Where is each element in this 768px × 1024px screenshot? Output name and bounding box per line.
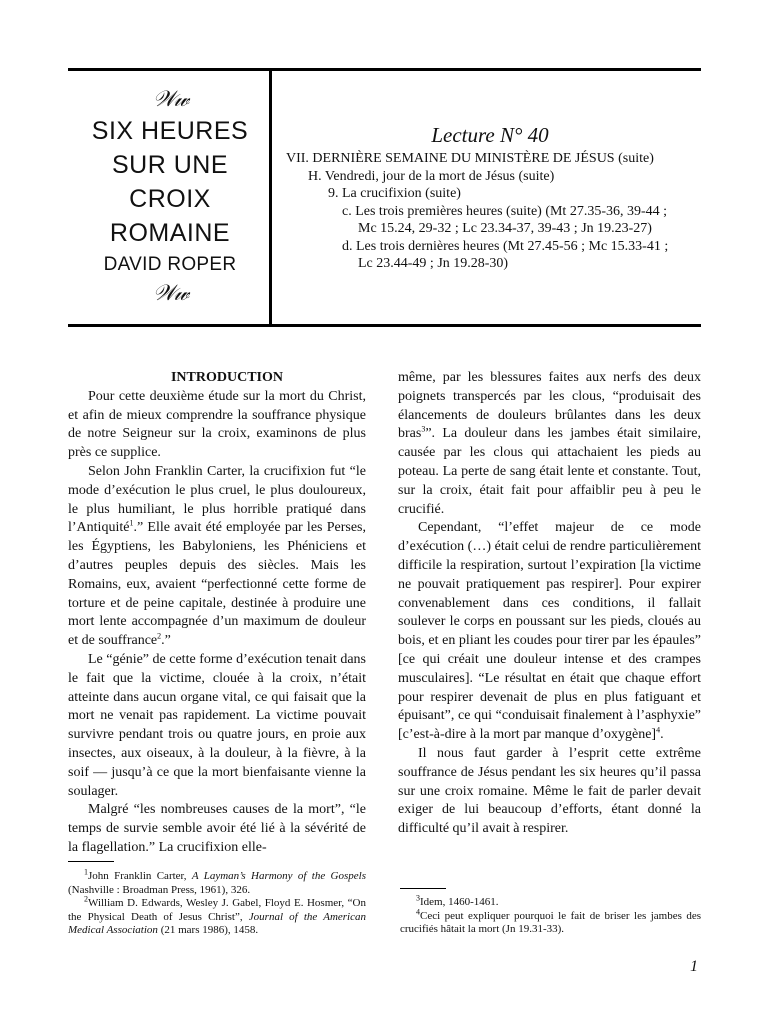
footnote: $^3$Idem, 1460-1461. (416, 893, 499, 908)
footnote-ref: 2 (157, 631, 162, 641)
outline-line: 9. La crucifixion (suite) (328, 186, 461, 201)
lecture-outline (280, 122, 700, 273)
paragraph: Pour cette deuxième étude sur la mort du Christ, et afin de mieux comprendre la souffrance physique de notre Seigneur sur la croix, examinons de plus près ce supplice. (68, 388, 366, 461)
author-name: DAVID ROPER (103, 254, 237, 275)
outline-line: d. Les trois dernières heures (Mt 27.45-56 ; Mc 15.33-41 ; (342, 238, 669, 254)
header-vertical-rule (269, 68, 272, 327)
body-column-right (398, 369, 701, 839)
section-heading: INTRODUCTION (170, 370, 283, 385)
outline-line: VII. DERNIÈRE SEMAINE DU MINISTÈRE DE JÉSUS (suite) (286, 151, 654, 166)
footnotes-left (68, 867, 366, 938)
footnote: $^4$Ceci peut expliquer pourquoi le fait de briser les jambes des crucifiés hâtait la mort (Jn 19.31-33). (400, 906, 701, 935)
title-line-2: SUR UNE (111, 151, 228, 179)
paragraph: Malgré “les nombreuses causes de la mort”, “le temps de survie semble avoir été lié à la sévérité de la flagellation.” La crucifixion elle- (68, 802, 366, 855)
ornament-top-icon: 𝒲𝓌 (152, 86, 188, 111)
page-number: 1 (690, 958, 698, 975)
header-top-rule (68, 68, 701, 71)
paragraph: Le “génie” de cette forme d’exécution tenait dans le fait que la victime, clouée à la croix, n’était atteinte dans aucun organe vital, ce qui faisait que la mort ne venait pas rapidement. La victime pouvait survivre pendant trois ou quatre jours, en proie aux insectes, aux oiseaux, à la douleur, à la fièvre, à la soif — jusqu’à ce que la mort bienfaisante vienne la soulager. (68, 651, 366, 799)
paragraph: même, par les blessures faites aux nerfs des deux poignets transpercés par les clous, “produisait des élancements de douleurs brûlantes dans les deux bras$^3$”. La douleur dans les jambes était similaire, causée par les clous qui attachaient les pieds au poteau. La perte de sang était lente et constante. Tout, sur la croix, était fait pour affaiblir peu à peu le crucifié. (398, 370, 701, 517)
footnote-ref: 3 (421, 424, 426, 434)
footnote-ref: 4 (656, 725, 661, 735)
outline-line: Mc 15.24, 29-32 ; Lc 23.34-37, 39-43 ; Jn 19.23-27) (358, 221, 652, 236)
ornament-bottom-icon: 𝒲𝓌 (152, 280, 188, 305)
header-bottom-rule (68, 324, 701, 327)
footnote: $^2$William D. Edwards, Wesley J. Gabel, Floyd E. Hosmer, “On the Physical Death of Jesus Christ”, Journal of the American Medical Association (21 mars 1986), 1458. (68, 894, 366, 936)
paragraph: Selon John Franklin Carter, la crucifixion fut “le mode d’exécution le plus cruel, le plus douloureux, le plus humiliant, le plus horrible pratiqué dans l’Antiquité$^1$.” Elle avait été employée par les Perses, les Égyptiens, les Babyloniens, les Phéniciens et d’autres peuples depuis des siècles. Mais les Romains, eux, avaient “perfectionné cette forme de torture et de peine capitale, destinée à produire une mort lente accompagnée d’un maximum de douleur et de souffrance$^2$.” (68, 463, 366, 649)
body-column-left (68, 369, 366, 858)
title-block (72, 88, 268, 304)
outline-line: c. Les trois premières heures (suite) (Mt 27.35-36, 39-44 ; (342, 203, 668, 219)
footnote: $^1$John Franklin Carter, A Layman’s Harmony of the Gospels (Nashville : Broadman Press, 1961), 326. (68, 867, 366, 896)
footnote-rule (400, 888, 446, 889)
paragraph: Il nous faut garder à l’esprit cette extrême souffrance de Jésus pendant les six heures qu’il passa sur une croix romaine. Même le fait de parler devait exiger de lui beaucoup d’efforts, étant donné la difficulté qu’il avait à respirer. (398, 745, 701, 837)
outline-line: Lc 23.44-49 ; Jn 19.28-30) (358, 256, 509, 271)
paragraph: Cependant, “l’effet majeur de ce mode d’exécution (…) était celui de rendre particulièrement difficile la respiration, surtout l’expiration [la victime ne pouvait pratiquement pas respirer]. Pour expirer convenablement dans ces conditions, il fallait soulever le corps en poussant sur les pieds, cloués au bois, et en pliant les coudes pour tirer par les épaules” [ce qui créait une douleur intense et des crampes musculaires]. “Le résultat en était que chaque effort pour respirer devenait de plus en plus fatiguant et épuisant”, ce qui “conduisait finalement à l’asphyxie” [c’est-à-dire à la mort par manque d’oxygène]$^4$. (398, 520, 701, 743)
title-line-1: SIX HEURES (91, 117, 249, 145)
footnote-ref: 1 (129, 518, 134, 528)
title-line-3: CROIX (129, 185, 211, 213)
outline-line: H. Vendredi, jour de la mort de Jésus (suite) (308, 168, 555, 184)
footnotes-right (400, 893, 701, 937)
lecture-number: Lecture N° 40 (431, 123, 549, 147)
title-line-4: ROMAINE (109, 219, 231, 247)
footnote-rule (68, 861, 114, 862)
